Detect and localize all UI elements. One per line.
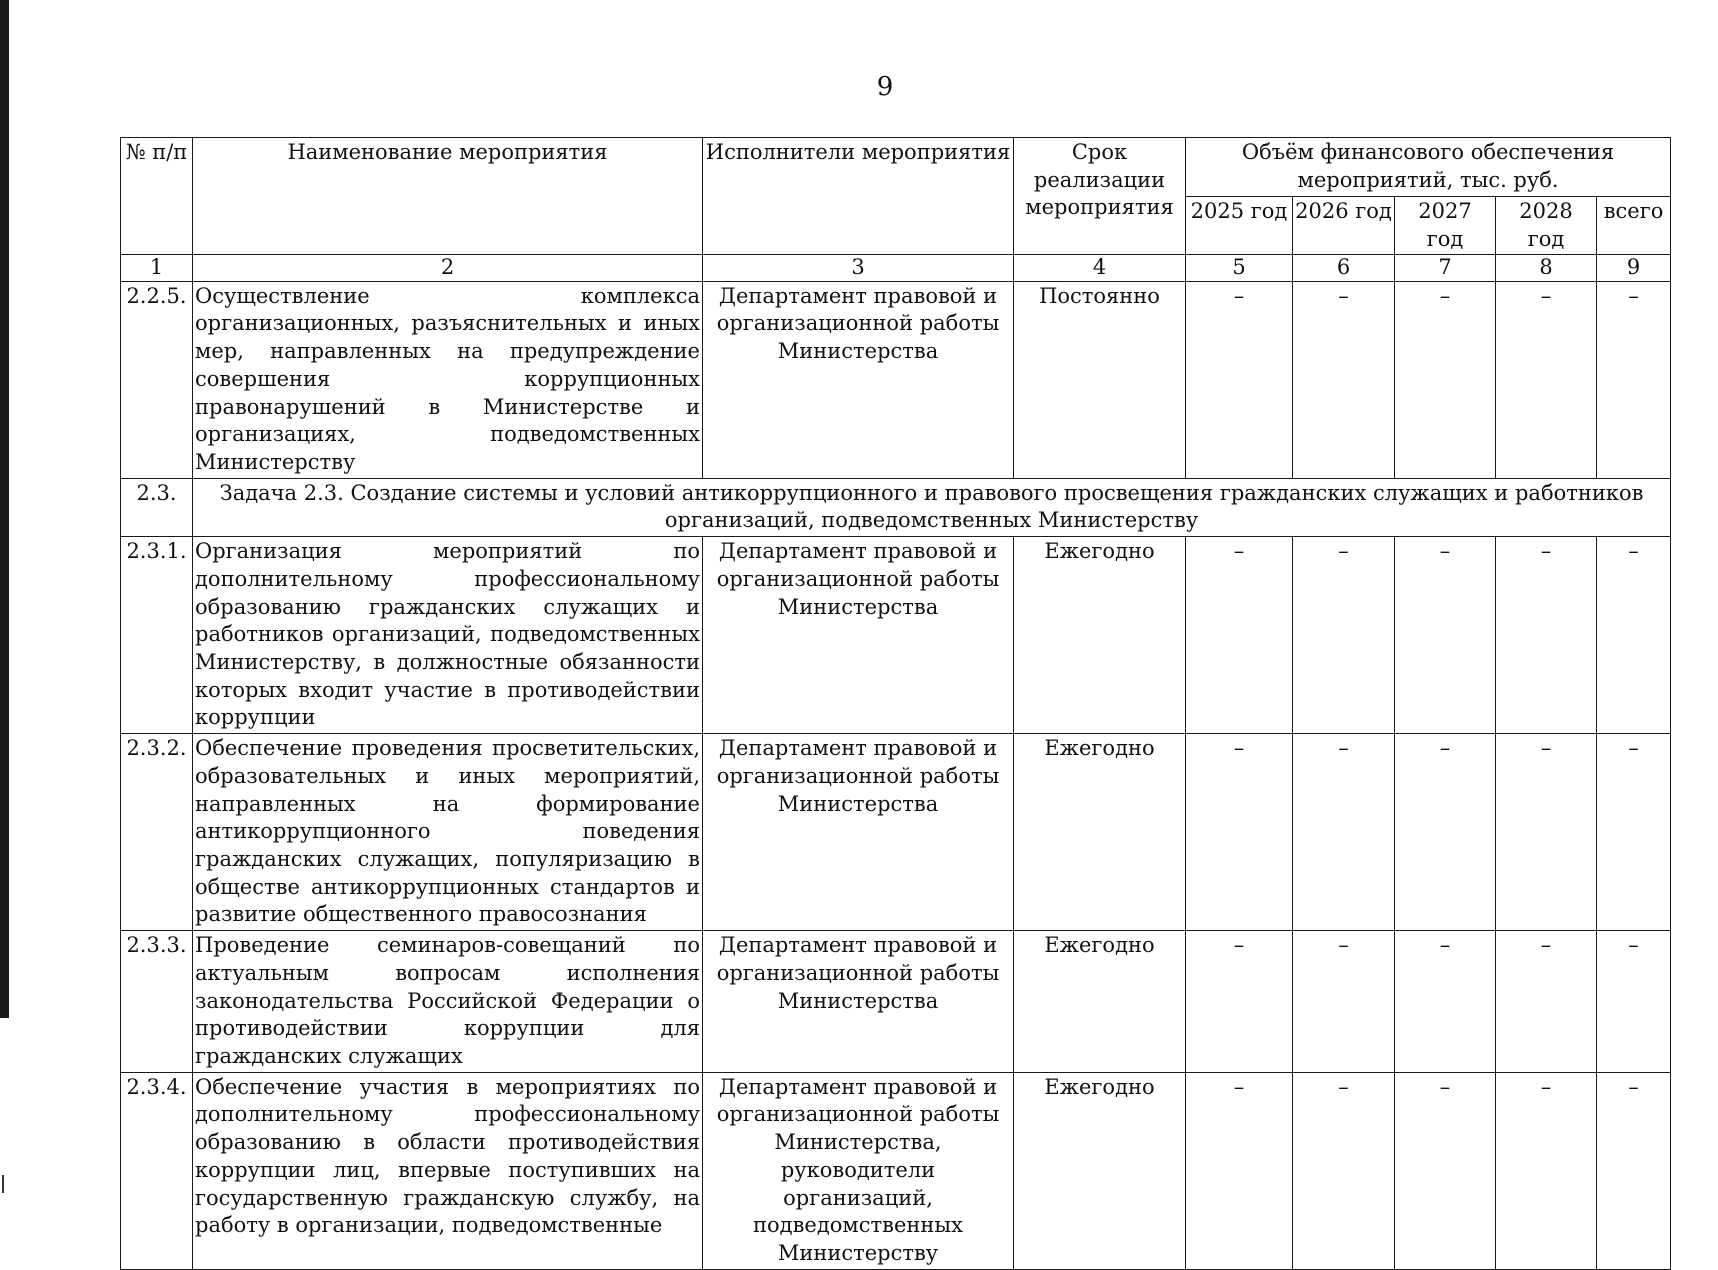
column-number: 5 [1186,255,1293,281]
measure-executors: Департамент правовой и организационной работы Министерства [703,281,1014,478]
header-num: № п/п [121,138,193,255]
value-total: – [1597,537,1671,734]
scan-edge [0,0,9,1018]
value-total: – [1597,281,1671,478]
row-number: 2.3.2. [121,734,193,931]
value-2026: – [1293,1072,1395,1269]
header-year-2028: 2028 год [1496,197,1597,255]
row-number: 2.3.4. [121,1072,193,1269]
value-2028: – [1496,1072,1597,1269]
measure-term: Ежегодно [1014,537,1186,734]
value-2028: – [1496,537,1597,734]
measure-term: Постоянно [1014,281,1186,478]
measure-name: Организация мероприятий по дополнительному профессиональному образованию гражданских служащих и работников организаций, подведомственных Министерству, в должностные обязанности которых входит участие в противодействии коррупции [193,537,703,734]
measure-term: Ежегодно [1014,1072,1186,1269]
table-row [121,1072,1671,1269]
row-number: 2.3.1. [121,537,193,734]
value-2025: – [1186,281,1293,478]
value-2027: – [1395,734,1496,931]
header-executors: Исполнители мероприятия [703,138,1014,255]
value-2027: – [1395,281,1496,478]
header-row [121,138,1671,197]
table-row [121,537,1671,734]
scan-mark [2,1175,4,1193]
header-term: Срок реализации мероприятия [1014,138,1186,255]
value-2028: – [1496,281,1597,478]
value-2028: – [1496,734,1597,931]
row-number: 2.2.5. [121,281,193,478]
measure-name: Осуществление комплекса организационных, разъяснительных и иных мер, направленных на предупреждение совершения коррупционных правонарушений в Министерстве и организациях, подведомственных Министерству [193,281,703,478]
table-row [121,734,1671,931]
column-number: 1 [121,255,193,281]
measure-name: Проведение семинаров-совещаний по актуальным вопросам исполнения законодательства Российской Федерации о противодействии коррупции для гражданских служащих [193,931,703,1073]
table-row [121,281,1671,478]
page-number: 9 [876,72,894,102]
value-2027: – [1395,931,1496,1073]
measure-executors: Департамент правовой и организационной работы Министерства [703,537,1014,734]
value-2025: – [1186,931,1293,1073]
value-2026: – [1293,931,1395,1073]
task-text: Задача 2.3. Создание системы и условий антикоррупционного и правового просвещения гражданских служащих и работников организаций, подведомственных Министерству [193,478,1671,536]
header-finance: Объём финансового обеспечения мероприятий, тыс. руб. [1186,138,1671,197]
measure-term: Ежегодно [1014,734,1186,931]
measures-table [120,137,1671,1270]
value-2026: – [1293,734,1395,931]
header-name: Наименование мероприятия [193,138,703,255]
header-year-2026: 2026 год [1293,197,1395,255]
value-2028: – [1496,931,1597,1073]
value-total: – [1597,1072,1671,1269]
measure-executors: Департамент правовой и организационной работы Министерства [703,931,1014,1073]
column-number: 9 [1597,255,1671,281]
measure-term: Ежегодно [1014,931,1186,1073]
value-total: – [1597,734,1671,931]
value-2025: – [1186,1072,1293,1269]
task-row [121,478,1671,536]
task-number: 2.3. [121,478,193,536]
column-number: 7 [1395,255,1496,281]
header-year-2027: 2027 год [1395,197,1496,255]
measure-name: Обеспечение проведения просветительских, образовательных и иных мероприятий, направленных на формирование антикоррупционного поведения гражданских служащих, популяризацию в обществе антикоррупционных стандартов и развитие общественного правосознания [193,734,703,931]
row-number: 2.3.3. [121,931,193,1073]
value-2027: – [1395,1072,1496,1269]
column-number: 8 [1496,255,1597,281]
column-number: 3 [703,255,1014,281]
value-total: – [1597,931,1671,1073]
value-2026: – [1293,537,1395,734]
header-year-2025: 2025 год [1186,197,1293,255]
value-2026: – [1293,281,1395,478]
value-2025: – [1186,537,1293,734]
value-2025: – [1186,734,1293,931]
column-number: 6 [1293,255,1395,281]
table-row [121,931,1671,1073]
column-numbers-row [121,255,1671,281]
measure-executors: Департамент правовой и организационной работы Министерства, руководители организаций, подведомственных Министерству [703,1072,1014,1269]
measure-executors: Департамент правовой и организационной работы Министерства [703,734,1014,931]
header-total: всего [1597,197,1671,255]
measure-name: Обеспечение участия в мероприятиях по дополнительному профессиональному образованию в области противодействия коррупции лиц, впервые поступивших на государственную гражданскую службу, на работу в организации, подведомственные [193,1072,703,1269]
value-2027: – [1395,537,1496,734]
column-number: 2 [193,255,703,281]
column-number: 4 [1014,255,1186,281]
